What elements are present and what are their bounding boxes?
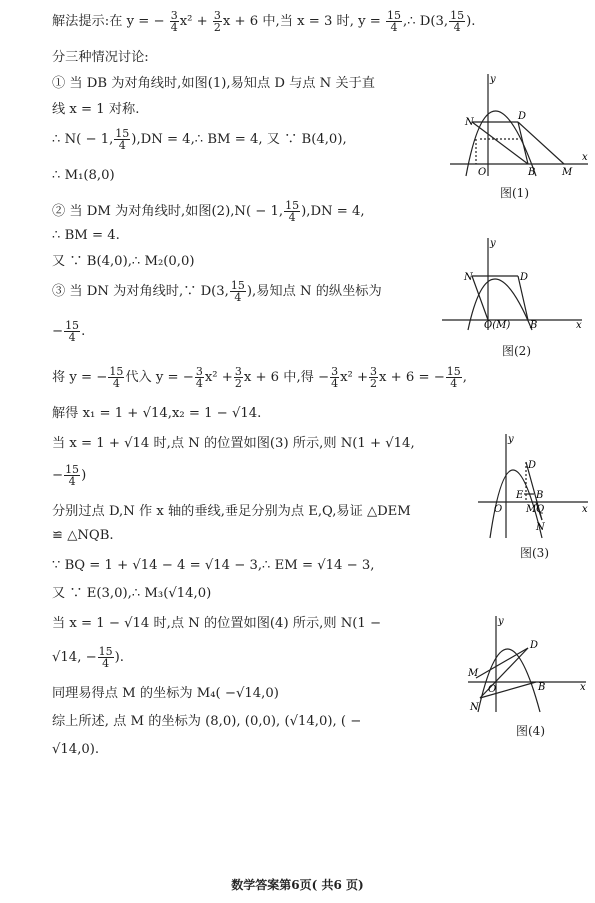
text-line: − $\frac{15}{4}$ ) [52,463,87,488]
text: x² + [179,14,208,29]
text: ,∴ D(3, [403,14,449,29]
text: x + 6 中,当 x = 3 时, y = [222,14,381,29]
text-line: √14,0). [52,742,100,757]
text-line: ∵ BQ = 1 + √14 − 4 = √14 − 3,∴ EM = √14 − 3, [52,558,375,573]
point-label: D [530,640,539,651]
figure-2 [440,236,588,332]
figure-2-caption: 图(2) [502,344,531,358]
text: 解法提示:在 y = − [52,14,165,29]
point-label: B [538,682,546,693]
point-label: M [562,167,573,178]
axis-label: y [490,238,496,249]
point-label: B [530,320,538,331]
fraction: $\frac{3}{2}$ [234,365,242,390]
point-label: B [536,490,544,501]
axis-label: x [582,152,588,163]
fraction: $\frac{3}{4}$ [195,365,203,390]
figure-3-caption: 图(3) [520,546,549,560]
figure-3 [476,432,592,540]
text-line: 综上所述, 点 M 的坐标为 (8,0), (0,0), (√14,0), ( − [52,714,362,729]
text-line: 当 x = 1 + √14 时,点 N 的位置如图(3) 所示,则 N(1 + √14, [52,436,415,451]
text-line: 同理易得点 M 的坐标为 M₄( −√14,0) [52,686,279,701]
text-line: ∴ BM = 4. [52,228,120,243]
axis-label: y [498,616,504,627]
point-label: N [464,272,473,283]
page-footer: 数学答案第6页( 共6 页) [231,878,364,892]
figure-4 [466,614,591,714]
point-label: O [488,684,497,695]
text-line: 将 y = − $\frac{15}{4}$ 代入 y = − $\frac{3}{4}$ x² + $\frac{3}{2}$ x + 6 中,得 − $\frac{3}{4}$ x² + $\frac{3}{2}$ x + 6 = − $\frac{15}{4}$ , [52,365,467,390]
axis-label: y [508,434,514,445]
fraction: $\frac{15}{4}$ [446,365,461,390]
axis-label: y [490,74,496,85]
fraction: $\frac{15}{4}$ [115,127,130,152]
fraction: $\frac{15}{4}$ [450,9,465,34]
text-line: ≌ △NQB. [52,528,114,543]
axis-label: x [580,682,586,693]
text-line: 当 x = 1 − √14 时,点 N 的位置如图(4) 所示,则 N(1 − [52,616,382,631]
hint-line [52,10,475,33]
point-label: Q [536,504,545,515]
figure-1-caption: 图(1) [500,186,529,200]
fraction: $\frac{3}{4}$ [331,365,339,390]
text-line: 分别过点 D,N 作 x 轴的垂线,垂足分别为点 E,Q,易证 △DEM [52,504,411,519]
point-label: O [478,167,487,178]
text-line: − $\frac{15}{4}$ . [52,319,86,344]
text-line: 分三种情况讨论: [52,50,149,65]
point-label: M [526,504,537,515]
fraction: $\frac{3}{2}$ [213,9,221,34]
point-label: D [520,272,529,283]
point-label: N [470,702,479,713]
text-line: ∴ M₁(8,0) [52,168,115,183]
text-line: ① 当 DB 为对角线时,如图(1),易知点 D 与点 N 关于直 [52,76,375,91]
fraction: $\frac{15}{4}$ [230,279,245,304]
fraction: $\frac{15}{4}$ [387,9,402,34]
text-line: ② 当 DM 为对角线时,如图(2),N( − 1, $\frac{15}{4}$ ),DN = 4, [52,199,365,224]
fraction: $\frac{15}{4}$ [65,463,80,488]
point-label: M [468,668,479,679]
text-line: 又 ∵ E(3,0),∴ M₃(√14,0) [52,586,212,601]
axis-label: x [576,320,582,331]
point-label: O [494,504,503,515]
text-line: ③ 当 DN 为对角线时,∵ D(3, $\frac{15}{4}$ ),易知点 N 的纵坐标为 [52,279,382,304]
fraction: $\frac{15}{4}$ [285,199,300,224]
fraction: $\frac{3}{4}$ [170,9,178,34]
figure-4-caption: 图(4) [516,724,545,738]
text-line: ∴ N( − 1, $\frac{15}{4}$ ),DN = 4,∴ BM = 4, 又 ∵ B(4,0), [52,127,347,152]
point-label: E [516,490,524,501]
figure-1 [448,72,593,180]
text-line: √14, − $\frac{15}{4}$ ). [52,645,124,670]
point-label: B [528,167,536,178]
fraction: $\frac{15}{4}$ [65,319,80,344]
point-label: D [528,460,537,471]
fraction: $\frac{3}{2}$ [370,365,378,390]
text-line: 解得 x₁ = 1 + √14,x₂ = 1 − √14. [52,406,262,421]
point-label: N [536,522,545,533]
point-label: N [465,117,474,128]
axis-label: x [582,504,588,515]
text: ). [466,14,476,29]
fraction: $\frac{15}{4}$ [109,365,124,390]
fraction: $\frac{15}{4}$ [98,645,113,670]
text-line: 又 ∵ B(4,0),∴ M₂(0,0) [52,254,195,269]
point-label: D [518,111,527,122]
point-label: O(M) [484,320,511,331]
text-line: 线 x = 1 对称. [52,102,140,117]
